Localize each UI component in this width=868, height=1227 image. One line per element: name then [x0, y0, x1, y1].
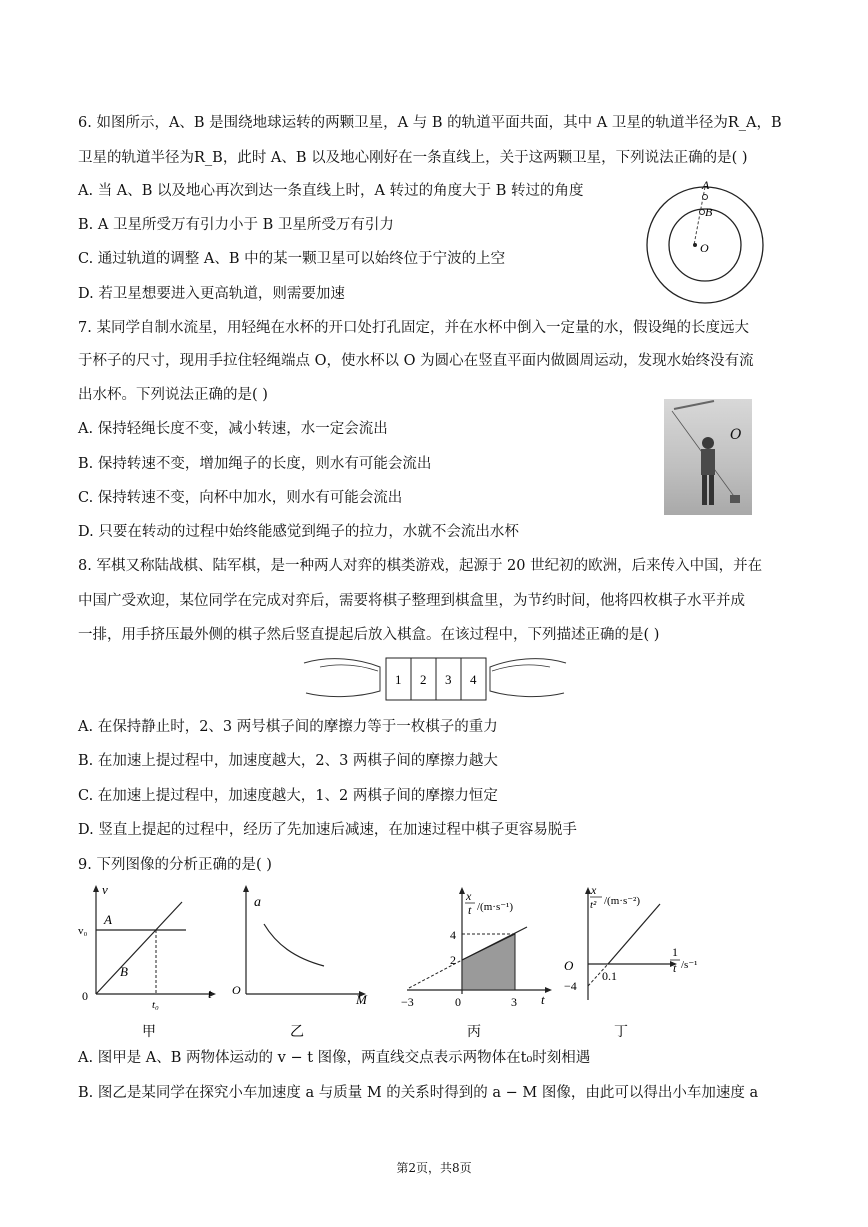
q8-stem-line3: 一排，用手挤压最外侧的棋子然后竖直提起后放入棋盒。在该过程中，下列描述正确的是( ) [78, 627, 660, 643]
q9-stem: 9. 下列图像的分析正确的是( ) [78, 857, 272, 873]
q9-graph-bing [395, 882, 565, 1042]
chess-piece-2-label: 2 [420, 672, 427, 687]
bing-shaded-area [462, 934, 515, 990]
chess-piece-4-label: 4 [470, 672, 477, 687]
q6-option-d: D. 若卫星想要进入更高轨道，则需要加速 [78, 286, 345, 302]
q7-option-b: B. 保持转速不变，增加绳子的长度，则水有可能会流出 [78, 456, 432, 472]
bing-y-den: t [468, 903, 472, 917]
ding-y-num: x [591, 883, 597, 897]
jia-line-a-label: A [104, 912, 112, 927]
label-a: A [702, 178, 710, 192]
q6-option-a: A. 当 A、B 以及地心再次到达一条直线上时，A 转过的角度大于 B 转过的角度 [78, 183, 584, 199]
q7-stem-line1: 7. 某同学自制水流星，用轻绳在水杯的开口处打孔固定，并在水杯中倒入一定量的水，假设绳的长度远大 [78, 320, 749, 336]
q6-orbit-figure [640, 175, 770, 305]
q7-option-c: C. 保持转速不变，向杯中加水，则水有可能会流出 [78, 490, 403, 506]
q8-option-a: A. 在保持静止时，2、3 两号棋子间的摩擦力等于一枚棋子的重力 [78, 719, 498, 735]
jia-y-label: v [102, 882, 108, 897]
bing-tick-neg3: −3 [401, 995, 414, 1009]
q8-stem-line1: 8. 军棋又称陆战棋、陆军棋，是一种两人对弈的棋类游戏，起源于 20 世纪初的欧洲，后来传入中国，并在 [78, 558, 763, 574]
q7-label-o: O [730, 427, 742, 443]
bing-tick-2: 2 [450, 953, 456, 967]
q6-stem-line2: 卫星的轨道半径为R_B，此时 A、B 以及地心刚好在一条直线上，关于这两颗卫星，下列说法正确的是( ) [78, 150, 748, 166]
ding-y-den: t² [590, 899, 597, 911]
bing-tick-4: 4 [450, 928, 456, 942]
jia-v0-label: v₀ [78, 925, 88, 937]
yi-caption: 乙 [290, 1025, 304, 1040]
ding-x-num: 1 [672, 945, 678, 959]
chess-piece-1-label: 1 [395, 672, 402, 687]
jia-caption: 甲 [142, 1025, 156, 1040]
label-o: O [700, 241, 709, 255]
bing-tick-3: 3 [511, 995, 517, 1009]
page-footer: 第2页，共8页 [396, 1161, 472, 1175]
chess-piece-3-label: 3 [445, 672, 452, 687]
satellite-a [703, 195, 708, 200]
bing-y-num: x [466, 889, 472, 903]
q8-stem-line2: 中国广受欢迎，某位同学在完成对弈后，需要将棋子整理到棋盒里，为节约时间，他将四枚棋子水平并成 [78, 593, 745, 609]
ding-line [608, 904, 660, 964]
q7-stem-line2: 于杯子的尺寸，现用手拉住轻绳端点 O，使水杯以 O 为圆心在竖直平面内做圆周运动，发现水始终没有流 [78, 353, 754, 369]
q9-graph-jia [74, 882, 224, 1042]
jia-x-label: t [208, 986, 212, 1001]
q8-option-b: B. 在加速上提过程中，加速度越大，2、3 两棋子间的摩擦力越大 [78, 753, 498, 769]
q6-option-b: B. A 卫星所受万有引力小于 B 卫星所受万有引力 [78, 217, 394, 233]
q7-option-a: A. 保持轻绳长度不变，减小转速，水一定会流出 [78, 421, 388, 437]
yi-origin-label: O [232, 983, 241, 997]
yi-curve [264, 924, 324, 966]
yi-x-label: M [356, 992, 367, 1007]
jia-t0-label: t₀ [152, 999, 159, 1011]
q9-graph-yi [224, 882, 374, 1042]
q8-chess-pieces-figure [300, 653, 570, 703]
q9-graph-ding [560, 882, 720, 1042]
q9-option-b: B. 图乙是某同学在探究小车加速度 a 与质量 M 的关系时得到的 a − M 图像，由此可以得出小车加速度 a [78, 1085, 759, 1101]
ding-caption: 丁 [614, 1025, 628, 1040]
ding-x-den: t [673, 961, 677, 975]
ding-x-unit: /s⁻¹ [681, 959, 698, 971]
ding-tick-neg4: −4 [564, 979, 577, 993]
q7-stem-line3: 出水杯。下列说法正确的是( ) [78, 387, 268, 403]
right-hand [490, 659, 566, 697]
ding-tick-01: 0.1 [602, 969, 617, 983]
bing-tick-0: 0 [455, 995, 461, 1009]
q9-option-a: A. 图甲是 A、B 两物体运动的 v − t 图像，两直线交点表示两物体在t₀时刻相遇 [78, 1050, 591, 1066]
bing-caption: 丙 [467, 1025, 481, 1040]
satellite-b [700, 210, 705, 215]
jia-origin-label: 0 [82, 989, 88, 1003]
jia-line-b-label: B [120, 964, 128, 979]
earth-center [693, 243, 697, 247]
ding-origin-label: O [564, 958, 574, 973]
q6-stem-line1: 6. 如图所示，A、B 是围绕地球运转的两颗卫星，A 与 B 的轨道平面共面，其中 A 卫星的轨道半径为R_A，B [78, 115, 782, 131]
q7-option-d: D. 只要在转动的过程中始终能感觉到绳子的拉力，水就不会流出水杯 [78, 524, 519, 540]
q6-option-c: C. 通过轨道的调整 A、B 中的某一颗卫星可以始终位于宁波的上空 [78, 251, 506, 267]
bing-y-unit: /(m·s⁻¹) [477, 901, 513, 913]
q8-option-c: C. 在加速上提过程中，加速度越大，1、2 两棋子间的摩擦力恒定 [78, 788, 498, 804]
q7-water-meteor-photo [664, 399, 752, 515]
bing-x-label: t [541, 992, 545, 1007]
yi-y-label: a [254, 895, 261, 910]
label-b: B [705, 205, 713, 219]
ding-y-unit: /(m·s⁻²) [604, 895, 640, 907]
left-hand [304, 659, 380, 697]
q8-option-d: D. 竖直上提起的过程中，经历了先加速后减速，在加速过程中棋子更容易脱手 [78, 822, 577, 838]
